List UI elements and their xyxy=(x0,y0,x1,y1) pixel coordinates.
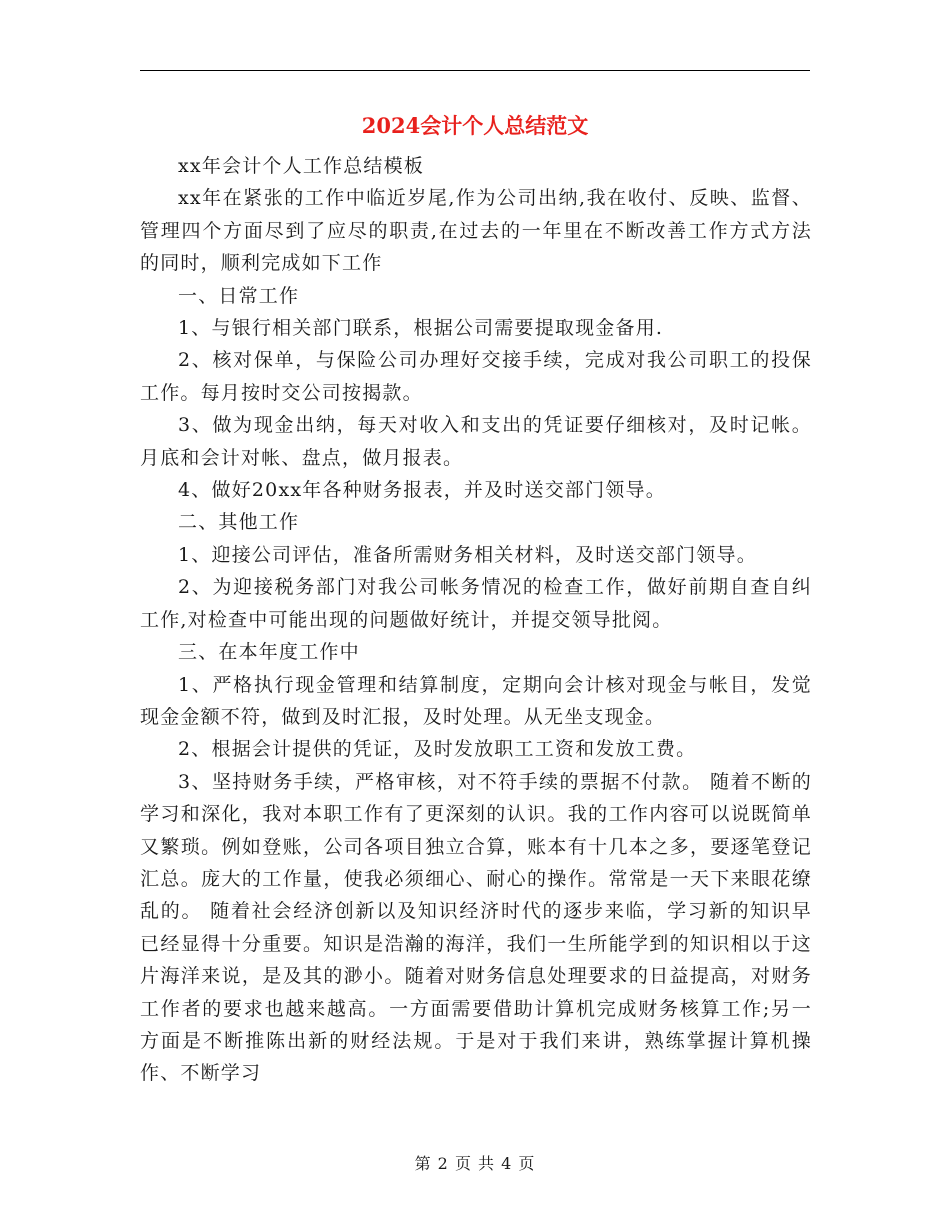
paragraph: 2、根据会计提供的凭证，及时发放职工工资和发放工费。 xyxy=(178,738,697,761)
paragraph: 1、迎接公司评估，准备所需财务相关材料，及时送交部门领导。 xyxy=(178,543,757,566)
paragraph: 3、做为现金出纳，每天对收入和支出的凭证要仔细核对，及时记帐。月底和会计对帐、盘点，做月报表。 xyxy=(140,414,812,469)
paragraph: 2、为迎接税务部门对我公司帐务情况的检查工作，做好前期自查自纠工作,对检查中可能出现的问题做好统计，并提交领导批阅。 xyxy=(140,576,812,631)
header-rule xyxy=(140,70,810,71)
document-body xyxy=(140,150,812,1090)
section-heading: 一、日常工作 xyxy=(178,284,300,307)
section-heading: 二、其他工作 xyxy=(178,511,300,534)
paragraph: xx年在紧张的工作中临近岁尾,作为公司出纳,我在收付、反映、监督、管理四个方面尽到了应尽的职责,在过去的一年里在不断改善工作方式方法的同时，顺利完成如下工作 xyxy=(140,187,812,275)
paragraph: 1、与银行相关部门联系，根据公司需要提取现金备用. xyxy=(178,317,664,340)
paragraph: 1、严格执行现金管理和结算制度，定期向会计核对现金与帐目，发觉现金金额不符，做到及时汇报，及时处理。从无坐支现金。 xyxy=(140,673,812,728)
section-heading: 三、在本年度工作中 xyxy=(178,641,360,664)
document-title: 2024会计个人总结范文 xyxy=(361,113,589,138)
paragraph: 4、做好20xx年各种财务报表，并及时送交部门领导。 xyxy=(178,479,666,502)
paragraph: 2、核对保单，与保险公司办理好交接手续，完成对我公司职工的投保工作。每月按时交公司按揭款。 xyxy=(140,349,812,404)
page-number: 第 2 页 共 4 页 xyxy=(414,1154,536,1173)
paragraph: 3、坚持财务手续，严格审核，对不符手续的票据不付款。 随着不断的学习和深化，我对本职工作有了更深刻的认识。我的工作内容可以说既简单又繁琐。例如登账，公司各项目独立合算，账本有十几本之多，要逐笔登记汇总。庞大的工作量，使我必须细心、耐心的操作。常常是一天下来眼花缭乱的。 随着社会经济创新以及知识经济时代的逐步来临，学习新的知识早已经显得十分重要。知识是浩瀚的海洋，我们一生所能学到的知识相以于这片海洋来说，是及其的渺小。随着对财务信息处理要求的日益提高，对财务工作者的要求也越来越高。一方面需要借助计算机完成财务核算工作;另一方面是不断推陈出新的财经法规。于是对于我们来讲，熟练掌握计算机操作、不断学习 xyxy=(140,770,812,1085)
paragraph: xx年会计个人工作总结模板 xyxy=(178,155,425,177)
